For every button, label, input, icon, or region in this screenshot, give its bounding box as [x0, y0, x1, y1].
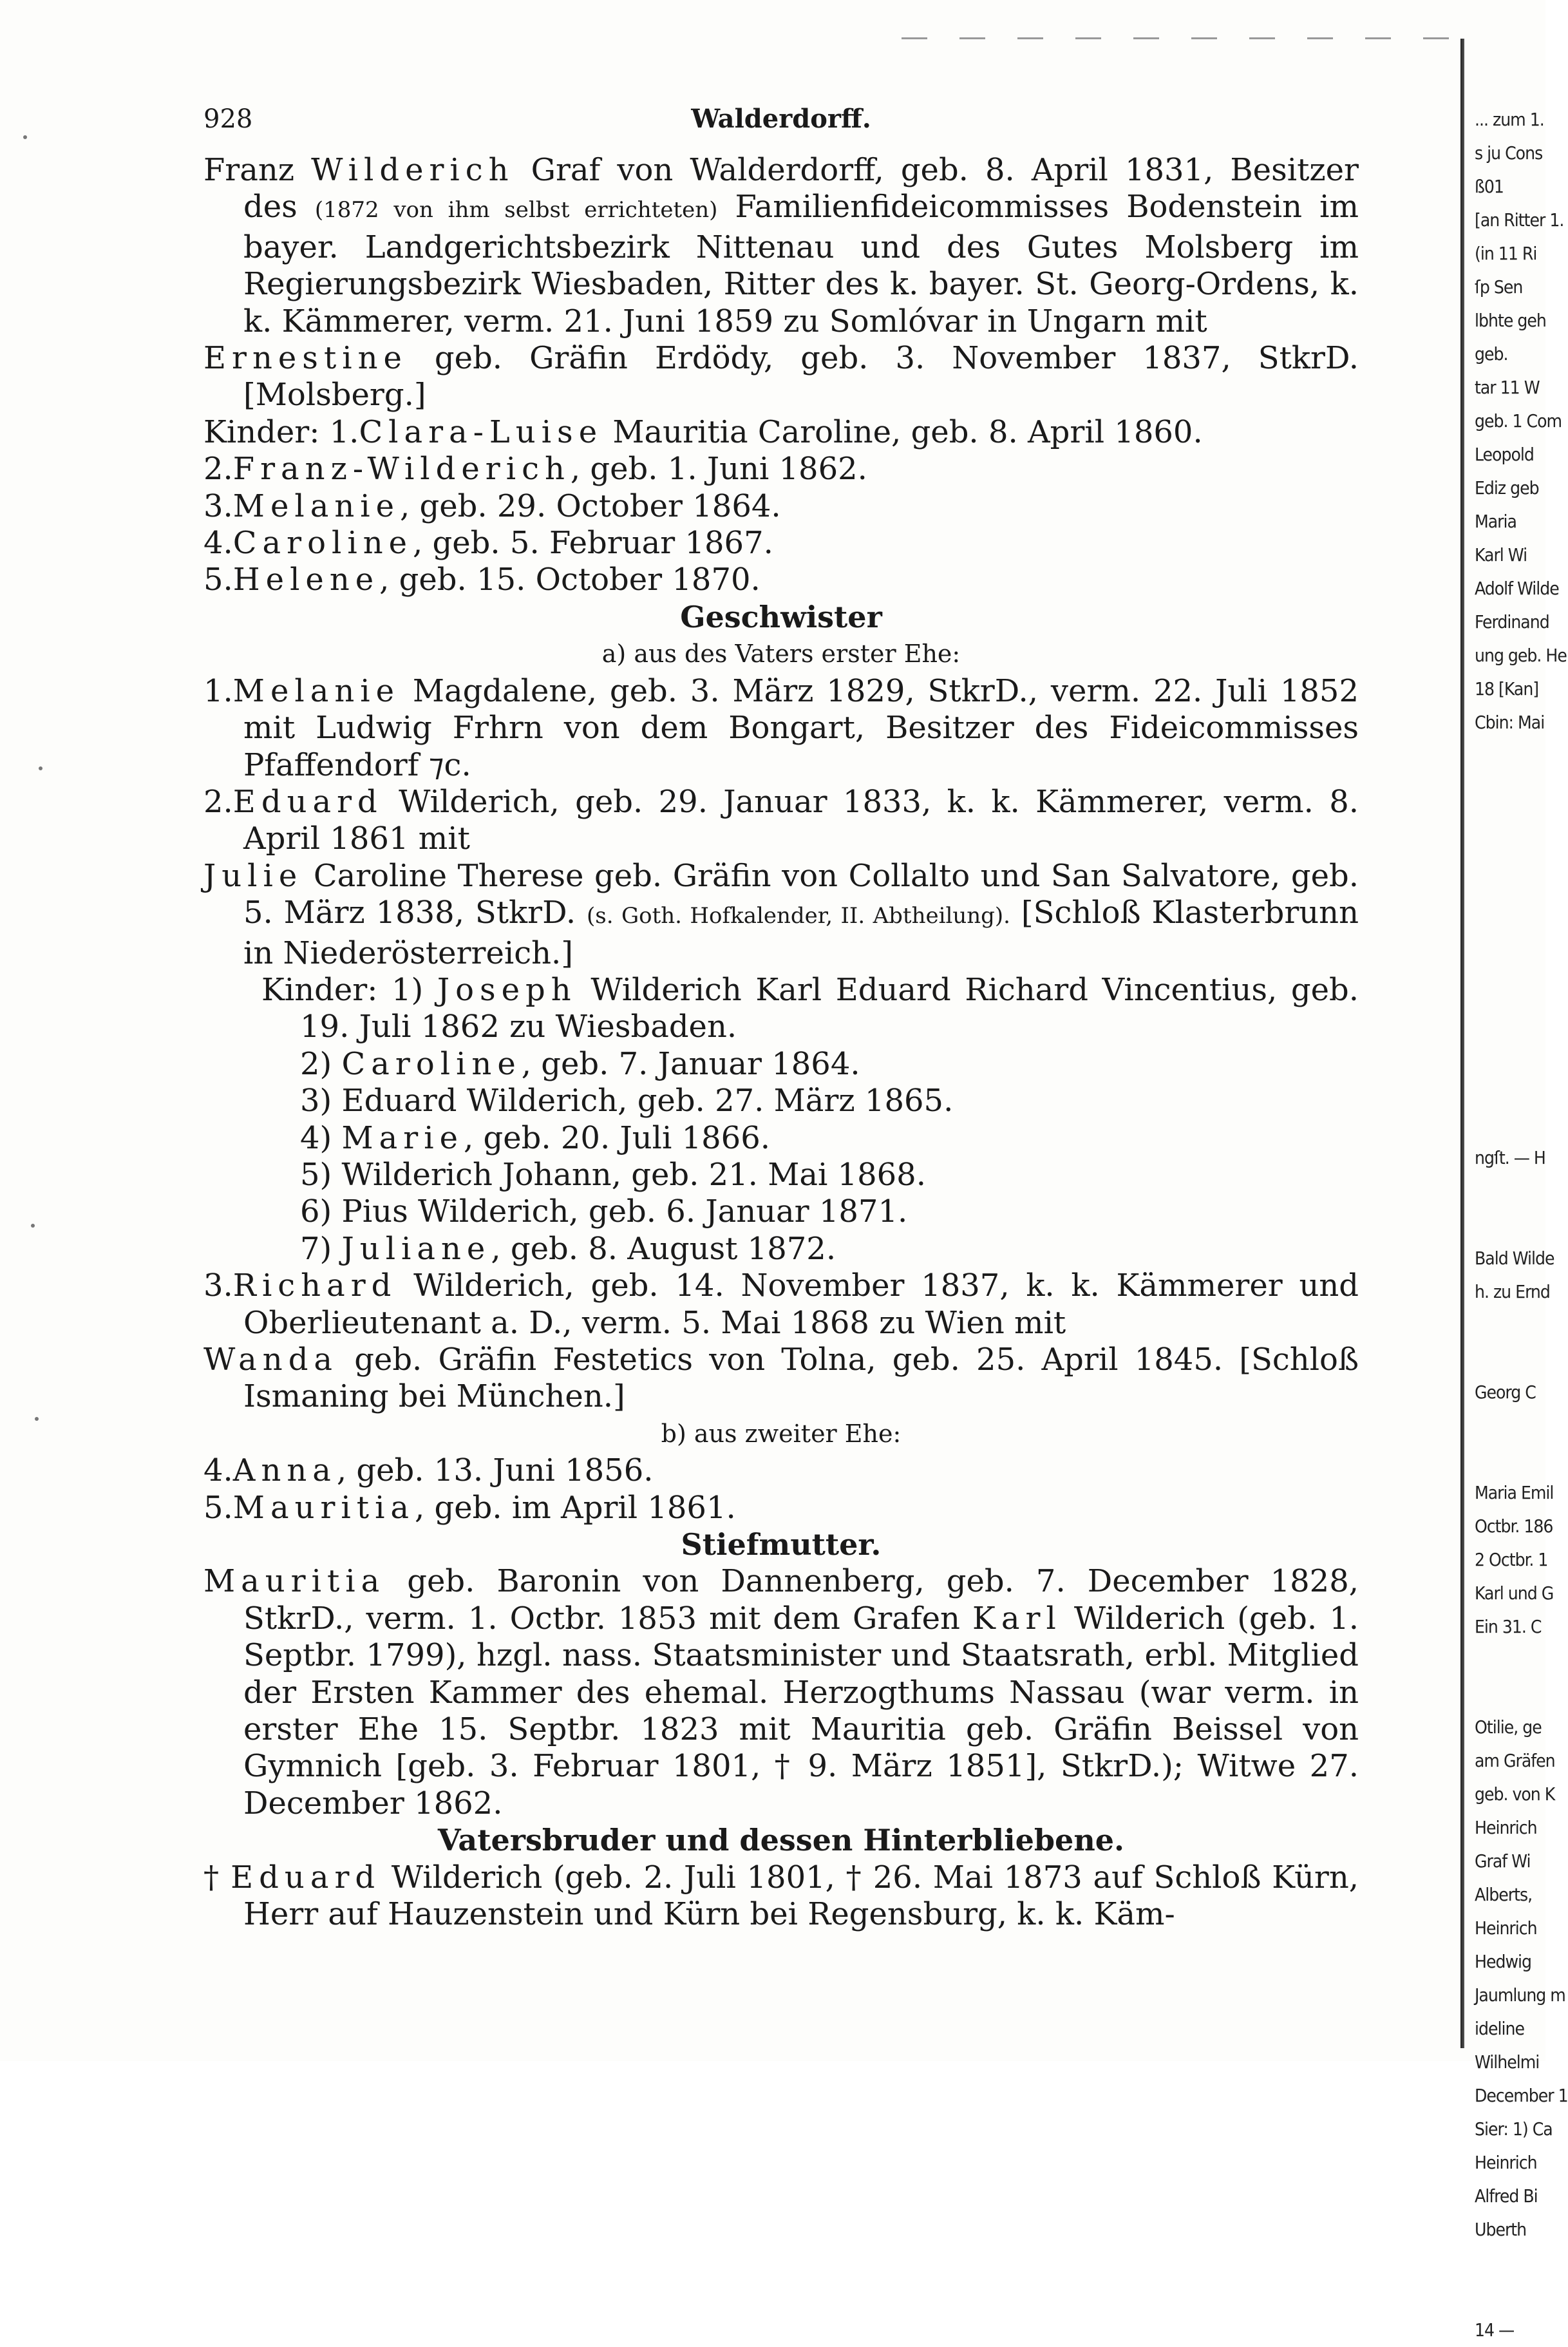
- entry-paragraph: [203, 784, 1359, 858]
- entry-paragraph: [203, 1452, 1359, 1489]
- adjacent-page-line: am Gräfen: [1475, 1750, 1555, 1771]
- adjacent-page-line: [1475, 1007, 1545, 1041]
- text-run: , geb. 13. Juni 1856.: [336, 1452, 654, 1489]
- adjacent-page-line: [1475, 907, 1545, 940]
- text-run: Stiefmutter.: [681, 1527, 882, 1563]
- section-heading: [203, 1822, 1359, 1859]
- adjacent-page-line: (in 11 Ri: [1475, 243, 1537, 264]
- text-run: Magdalene, geb. 3. März 1829, StkrD., verm. 22. Juli 1852 mit Ludwig Frhrn von dem Bongart, Besitzer des Fideicommisses Pfaffendorf ⁊c.: [243, 672, 1359, 783]
- entry-paragraph: [203, 1342, 1359, 1416]
- text-run: Mauritia Caroline, geb. 8. April 1860.: [603, 413, 1203, 450]
- given-name: Melanie: [232, 488, 400, 524]
- adjacent-page-line: Bald Wilde: [1475, 1248, 1554, 1269]
- adjacent-page-line: Wilhelmi: [1475, 2051, 1540, 2073]
- adjacent-page-line: [1475, 1175, 1545, 1208]
- adjacent-page-line: geb. 1 Com: [1475, 410, 1562, 432]
- adjacent-page-line: [1475, 1443, 1545, 1476]
- adjacent-page-line: h. zu Ernd: [1475, 1281, 1550, 1302]
- given-name: Eduard: [231, 1859, 381, 1896]
- entry-paragraph: [203, 414, 1359, 451]
- adjacent-page-line: Georg C: [1475, 1382, 1536, 1403]
- text-run: [Schloß Klasterbrunn in Niederösterreich.]: [243, 895, 1359, 971]
- text-run: , geb. 5. Februar 1867.: [413, 525, 773, 562]
- text-run: Wilderich (geb. 1. Septbr. 1799), hzgl. nass. Staatsminister und Staatsrath, erbl. Mitglied der Ersten Kammer des ehemal. Herzogthums Nassau (war verm. in erster Ehe 15. Septbr. 1823 mit Mauritia geb. Gräfin Beissel von Gymnich [geb. 3. Februar 1801, † 9. März 1851], StkrD.); Witwe 27. December 1862.: [243, 1600, 1359, 1821]
- adjacent-page-line: Alberts,: [1475, 1884, 1533, 1905]
- adjacent-page-line: Octbr. 186: [1475, 1516, 1553, 1537]
- adjacent-page-line: [1475, 1309, 1545, 1342]
- adjacent-page-line: [1475, 1108, 1545, 1141]
- text-run: Wilderich, geb. 14. November 1837, k. k. Kämmerer und Oberlieutenant a. D., verm. 5. Mai 1868 zu Wien mit: [243, 1268, 1359, 1341]
- entry-paragraph: [203, 1490, 1359, 1526]
- text-run: b) aus zweiter Ehe:: [661, 1419, 902, 1448]
- adjacent-page-line: [1475, 773, 1545, 806]
- adjacent-page-line: Heinrich: [1475, 1917, 1537, 1939]
- entry-paragraph: [203, 1120, 1359, 1157]
- page-number: 928: [203, 104, 253, 134]
- adjacent-page-line: [1475, 1074, 1545, 1108]
- adjacent-page-line: 14 —: [1475, 2319, 1515, 2341]
- given-name: Anna: [232, 1452, 337, 1489]
- adjacent-page-line: Jaumlung m: [1475, 1984, 1565, 2006]
- text-run: (s. Goth. Hofkalender, II. Abtheilung).: [587, 903, 1010, 929]
- text-run: , geb. 1. Juni 1862.: [570, 451, 867, 488]
- given-name: Melanie: [232, 672, 400, 709]
- entry-paragraph: [203, 1563, 1359, 1822]
- text-run: geb. Gräfin Festetics von Tolna, geb. 25. April 1845. [Schloß Ismaning bei München.]: [243, 1342, 1359, 1415]
- entry-paragraph: [203, 1083, 1359, 1119]
- genealogy-text: [203, 152, 1359, 1934]
- adjacent-page-line: s ju Cons: [1475, 142, 1543, 164]
- adjacent-page-line: [1475, 940, 1545, 974]
- given-name: Helene: [232, 562, 380, 598]
- section-subheading: [203, 1416, 1359, 1452]
- text-run: 5) Wilderich Johann, geb. 21. Mai 1868.: [300, 1156, 926, 1193]
- text-run: 2.: [203, 451, 233, 488]
- adjacent-page-line: ſp Sen: [1475, 276, 1523, 298]
- adjacent-page-line: [1475, 1041, 1545, 1074]
- text-run: 2.: [203, 783, 233, 820]
- adjacent-page-line: [1475, 2280, 1545, 2314]
- adjacent-page-line: [1475, 1644, 1545, 1677]
- adjacent-page-line: Leopold: [1475, 444, 1534, 465]
- adjacent-page-line: ß01: [1475, 176, 1504, 197]
- entry-paragraph: [203, 562, 1359, 598]
- given-name: Caroline: [341, 1045, 522, 1082]
- text-run: 2): [300, 1045, 342, 1082]
- section-heading: [203, 599, 1359, 636]
- text-run: 6) Pius Wilderich, geb. 6. Januar 1871.: [300, 1193, 908, 1230]
- adjacent-page-line: Ein 31. C: [1475, 1616, 1542, 1637]
- text-run: Wilderich (geb. 2. Juli 1801, † 26. Mai 1873 auf Schloß Kürn, Herr auf Hauzenstein und Kürn bei Regensburg, k. k. Käm-: [243, 1859, 1359, 1933]
- adjacent-page-line: ung geb. He: [1475, 645, 1567, 666]
- adjacent-page-line: Ediz geb: [1475, 477, 1539, 499]
- scan-speck: [31, 1224, 35, 1228]
- text-run: Geschwister: [680, 599, 882, 634]
- given-name: Clara-Luise: [359, 413, 603, 450]
- adjacent-page-line: geb. von K: [1475, 1783, 1555, 1805]
- entry-paragraph: [203, 673, 1359, 784]
- running-head: Walderdorff.: [691, 104, 871, 134]
- scan-speck: [35, 1417, 39, 1421]
- entry-paragraph: [203, 1268, 1359, 1342]
- section-subheading: [203, 636, 1359, 672]
- adjacent-page-line: [1475, 1208, 1545, 1242]
- adjacent-page-line: ideline: [1475, 2018, 1524, 2039]
- text-run: 3.: [203, 1268, 233, 1304]
- given-name: Mauritia: [203, 1563, 386, 1600]
- adjacent-page-line: ... zum 1.: [1475, 109, 1544, 130]
- entry-paragraph: [203, 858, 1359, 972]
- entry-paragraph: [203, 525, 1359, 562]
- adjacent-page-line: Maria: [1475, 511, 1516, 532]
- entry-paragraph: [203, 1859, 1359, 1934]
- adjacent-page-line: [1475, 873, 1545, 907]
- given-name: Marie: [341, 1119, 464, 1156]
- entry-paragraph: [203, 972, 1359, 1046]
- text-run: geb. Baronin von Dannenberg, geb. 7. December 1828, StkrD., verm. 1. Octbr. 1853 mit dem Grafen: [243, 1563, 1359, 1637]
- entry-paragraph: [203, 152, 1359, 340]
- adjacent-page-line: Alfred Bi: [1475, 2185, 1538, 2207]
- text-run: Kinder: 1): [261, 971, 437, 1008]
- text-run: 7): [300, 1230, 342, 1267]
- text-run: Familienfideicommisses Bodenstein im bayer. Landgerichtsbezirk Nittenau und des Gutes Molsberg im Regierungsbezirk Wiesbaden, Ritter des k. bayer. St. Georg-Ordens, k. k. Kämmerer, verm. 21. Juni 1859 zu Somlóvar in Ungarn mit: [243, 189, 1359, 339]
- text-run: 4.: [203, 525, 233, 562]
- text-run: a) aus des Vaters erster Ehe:: [601, 640, 961, 669]
- text-run: 3) Eduard Wilderich, geb. 27. März 1865.: [300, 1083, 954, 1119]
- adjacent-page-line: Hedwig: [1475, 1951, 1532, 1972]
- adjacent-page-line: [1475, 840, 1545, 873]
- text-run: Caroline Therese geb. Gräfin von Collalto und San Salvatore, geb. 5. März 1838, StkrD.: [243, 857, 1359, 931]
- adjacent-page-line: Uberth: [1475, 2219, 1527, 2240]
- adjacent-page-line: Otilie, ge: [1475, 1716, 1542, 1738]
- given-name: Juliane: [341, 1230, 491, 1267]
- scan-speck: [23, 135, 27, 139]
- text-run: , geb. 15. October 1870.: [379, 562, 760, 598]
- adjacent-page-line: Ferdinand: [1475, 611, 1549, 632]
- given-name: Mauritia: [232, 1489, 415, 1526]
- adjacent-page-strip: [1475, 103, 1568, 2341]
- text-run: 1.: [203, 672, 233, 709]
- adjacent-page-line: Karl Wi: [1475, 544, 1527, 565]
- text-run: Wilderich Karl Eduard Richard Vincentius, geb. 19. Juli 1862 zu Wiesbaden.: [300, 971, 1359, 1045]
- text-run: , geb. 7. Januar 1864.: [521, 1045, 860, 1082]
- text-run: Vatersbruder und dessen Hinterbliebene.: [437, 1823, 1125, 1858]
- adjacent-page-line: Karl und G: [1475, 1582, 1554, 1604]
- page-header: [203, 97, 1359, 142]
- entry-paragraph: [203, 340, 1359, 414]
- adjacent-page-line: geb.: [1475, 343, 1508, 365]
- adjacent-page-line: lbhte geh: [1475, 310, 1546, 331]
- gutter-binding-line: [1460, 39, 1464, 2048]
- text-run: 3.: [203, 488, 233, 524]
- adjacent-page-line: Cbin: Mai: [1475, 712, 1545, 733]
- given-name: Julie: [203, 857, 303, 894]
- adjacent-page-line: [1475, 1677, 1545, 1711]
- text-run: 5.: [203, 1489, 233, 1526]
- adjacent-page-line: [1475, 739, 1545, 773]
- text-run: 5.: [203, 562, 233, 598]
- adjacent-page-line: [an Ritter 1.: [1475, 209, 1564, 231]
- text-run: , geb. 20. Juli 1866.: [464, 1119, 771, 1156]
- text-run: (1872 von ihm selbst errichteten): [314, 197, 718, 223]
- scan-speck: [39, 766, 43, 770]
- adjacent-page-text: [1475, 103, 1568, 2347]
- adjacent-page-line: ngſt. — H: [1475, 1147, 1545, 1168]
- section-heading: [203, 1526, 1359, 1563]
- text-run: 4.: [203, 1452, 233, 1489]
- adjacent-page-line: Heinrich: [1475, 1817, 1537, 1838]
- entry-paragraph: [203, 1231, 1359, 1268]
- adjacent-page-line: [1475, 1342, 1545, 1376]
- given-name: Eduard: [232, 783, 383, 820]
- adjacent-page-line: Graf Wi: [1475, 1850, 1531, 1872]
- text-run: 4): [300, 1119, 342, 1156]
- adjacent-page-line: December 1: [1475, 2085, 1568, 2106]
- entry-paragraph: [203, 1157, 1359, 1193]
- entry-paragraph: [203, 451, 1359, 488]
- adjacent-page-line: [1475, 806, 1545, 840]
- adjacent-page-line: Maria Emil: [1475, 1482, 1554, 1503]
- given-name: Richard: [232, 1268, 397, 1304]
- adjacent-page-line: [1475, 1409, 1545, 1443]
- adjacent-page-line: Sier: 1) Ca: [1475, 2118, 1553, 2140]
- text-run: Wilderich, geb. 29. Januar 1833, k. k. Kämmerer, verm. 8. April 1861 mit: [243, 783, 1359, 857]
- text-run: Kinder: 1.: [203, 413, 359, 450]
- text-run: †: [203, 1859, 231, 1896]
- given-name: Wanda: [203, 1342, 339, 1378]
- given-name: Franz-Wilderich: [232, 451, 571, 488]
- adjacent-page-line: 2 Octbr. 1: [1475, 1549, 1548, 1570]
- adjacent-page-line: tar 11 W: [1475, 377, 1540, 398]
- adjacent-page-line: [1475, 2247, 1545, 2280]
- adjacent-page-line: [1475, 974, 1545, 1007]
- text-run: , geb. 8. August 1872.: [491, 1230, 836, 1267]
- given-name: Wilderich: [311, 152, 515, 188]
- given-name: Ernestine: [203, 340, 408, 377]
- given-name: Joseph: [437, 971, 577, 1008]
- given-name: Karl: [972, 1600, 1062, 1637]
- entry-paragraph: [203, 1046, 1359, 1083]
- text-run: Franz: [203, 152, 312, 188]
- text-run: , geb. im April 1861.: [415, 1489, 736, 1526]
- entry-paragraph: [203, 1193, 1359, 1230]
- text-run: , geb. 29. October 1864.: [400, 488, 781, 524]
- given-name: Caroline: [232, 525, 413, 562]
- top-rule: [902, 37, 1462, 39]
- text-run: geb. Gräfin Erdödy, geb. 3. November 1837, StkrD. [Molsberg.]: [243, 340, 1359, 413]
- adjacent-page-line: 18 [Kan]: [1475, 678, 1539, 699]
- entry-paragraph: [203, 488, 1359, 525]
- adjacent-page-line: Adolf Wilde: [1475, 578, 1559, 599]
- text-run: Graf von Walderdorff, geb. 8. April 1831, Besitzer des: [243, 152, 1359, 225]
- adjacent-page-line: Heinrich: [1475, 2152, 1537, 2173]
